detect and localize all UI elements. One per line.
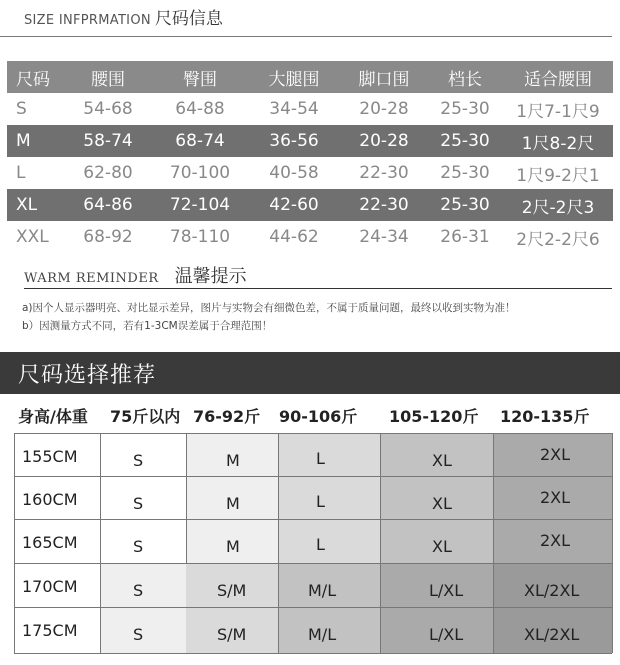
grid-line bbox=[14, 653, 612, 654]
fit-waist-cell: 1尺8-2尺 bbox=[503, 125, 613, 157]
height-label: 160CM bbox=[22, 490, 78, 509]
size-recommendation: XL/2XL bbox=[524, 581, 580, 600]
size-recommendation: M/L bbox=[308, 581, 337, 600]
size-recommendation: S/M bbox=[217, 625, 247, 644]
height-label: 175CM bbox=[22, 621, 78, 640]
size-recommendation: M bbox=[226, 537, 240, 556]
rise-cell: 25-30 bbox=[427, 157, 503, 189]
grid-cell-bg bbox=[278, 519, 380, 563]
warm-reminder-title-cn: 温馨提示 bbox=[174, 266, 247, 287]
waist-cell: 62-80 bbox=[63, 157, 153, 189]
size-recommendation: XL bbox=[432, 494, 452, 513]
header-rise: 档长 bbox=[427, 61, 503, 93]
reminder-note-b: b）因测量方式不同，若有1-3CM误差属于合理范围！ bbox=[22, 320, 273, 332]
thigh-cell: 36-56 bbox=[247, 125, 341, 157]
grid-line bbox=[14, 476, 612, 477]
waist-cell: 54-68 bbox=[63, 93, 153, 125]
size-recommendation: 2XL bbox=[540, 488, 571, 507]
reminder-note-a: a)因个人显示器明亮、对比显示差异，图片与实物会有细微色差，不属于质量问题，最终以收到实物为准！ bbox=[22, 302, 516, 314]
size-info-title-cn: 尺码信息 bbox=[154, 9, 223, 29]
warm-reminder-title-en: WARM REMINDER bbox=[24, 271, 159, 286]
grid-line bbox=[278, 433, 279, 653]
grid-line bbox=[14, 433, 612, 434]
grid-line bbox=[14, 519, 612, 520]
hip-cell: 72-104 bbox=[153, 189, 247, 221]
size-recommendation: S bbox=[133, 581, 144, 600]
rise-cell: 25-30 bbox=[427, 125, 503, 157]
thigh-cell: 40-58 bbox=[247, 157, 341, 189]
hip-cell: 68-74 bbox=[153, 125, 247, 157]
size-recommendation: M/L bbox=[308, 625, 337, 644]
size-cell: L bbox=[7, 157, 63, 189]
warm-reminder-title bbox=[24, 262, 247, 288]
grid-line bbox=[380, 433, 381, 653]
leg-opening-cell: 20-28 bbox=[341, 93, 427, 125]
leg-opening-cell: 24-34 bbox=[341, 221, 427, 253]
header-weight-4: 105-120斤 bbox=[389, 407, 479, 426]
fit-waist-cell: 1尺9-2尺1 bbox=[503, 157, 613, 189]
size-cell: M bbox=[7, 125, 63, 157]
title-divider bbox=[0, 36, 612, 37]
waist-cell: 64-86 bbox=[63, 189, 153, 221]
size-info-title bbox=[24, 4, 223, 28]
header-thigh: 大腿围 bbox=[247, 61, 341, 93]
header-weight-5: 120-135斤 bbox=[500, 407, 590, 426]
grid-line bbox=[14, 433, 15, 653]
header-weight-1: 75斤以内 bbox=[110, 407, 181, 426]
size-recommendation: L bbox=[316, 492, 325, 511]
grid-line bbox=[612, 433, 613, 653]
rise-cell: 25-30 bbox=[427, 93, 503, 125]
grid-line bbox=[14, 563, 612, 564]
reminder-divider bbox=[24, 288, 612, 289]
waist-cell: 68-92 bbox=[63, 221, 153, 253]
size-cell: S bbox=[7, 93, 63, 125]
waist-cell: 58-74 bbox=[63, 125, 153, 157]
size-recommendation: S bbox=[133, 625, 144, 644]
size-recommendation: S bbox=[133, 451, 144, 470]
size-table bbox=[7, 61, 613, 253]
size-recommendation: L/XL bbox=[429, 625, 464, 644]
height-label: 170CM bbox=[22, 577, 78, 596]
grid-line bbox=[14, 607, 612, 608]
size-recommendation: 2XL bbox=[540, 531, 571, 550]
thigh-cell: 34-54 bbox=[247, 93, 341, 125]
height-label: 155CM bbox=[22, 447, 78, 466]
recommend-title: 尺码选择推荐 bbox=[18, 363, 157, 388]
fit-waist-cell: 2尺-2尺3 bbox=[503, 189, 613, 221]
header-hip: 臀围 bbox=[153, 61, 247, 93]
size-recommendation: 2XL bbox=[540, 445, 571, 464]
size-recommendation: XL/2XL bbox=[524, 625, 580, 644]
size-recommendation: S/M bbox=[217, 581, 247, 600]
leg-opening-cell: 22-30 bbox=[341, 157, 427, 189]
recommend-banner bbox=[0, 352, 620, 394]
grid-line bbox=[186, 433, 187, 563]
thigh-cell: 42-60 bbox=[247, 189, 341, 221]
size-cell: XL bbox=[7, 189, 63, 221]
grid-line bbox=[493, 433, 494, 653]
thigh-cell: 44-62 bbox=[247, 221, 341, 253]
height-label: 165CM bbox=[22, 533, 78, 552]
size-recommendation: L bbox=[316, 449, 325, 468]
size-cell: XXL bbox=[7, 221, 63, 253]
grid-cell-bg bbox=[278, 476, 380, 519]
header-fit-waist: 适合腰围 bbox=[503, 61, 613, 93]
size-info-title-en: SIZE INFPRMATION bbox=[24, 13, 151, 28]
size-recommendation: M bbox=[226, 451, 240, 470]
hip-cell: 78-110 bbox=[153, 221, 247, 253]
header-size: 尺码 bbox=[7, 61, 63, 93]
header-leg-opening: 脚口围 bbox=[341, 61, 427, 93]
header-waist: 腰围 bbox=[63, 61, 153, 93]
grid-line bbox=[100, 433, 101, 653]
header-height-weight: 身高/体重 bbox=[18, 407, 88, 426]
table-row bbox=[7, 125, 613, 157]
size-table-header bbox=[7, 61, 613, 93]
rise-cell: 25-30 bbox=[427, 189, 503, 221]
table-row bbox=[7, 189, 613, 221]
table-row bbox=[7, 93, 613, 125]
table-row bbox=[7, 221, 613, 253]
size-recommendation: XL bbox=[432, 451, 452, 470]
header-weight-2: 76-92斤 bbox=[193, 407, 261, 426]
hip-cell: 64-88 bbox=[153, 93, 247, 125]
fit-waist-cell: 2尺2-2尺6 bbox=[503, 221, 613, 253]
size-recommendation: L/XL bbox=[429, 581, 464, 600]
recommend-header bbox=[0, 404, 620, 432]
fit-waist-cell: 1尺7-1尺9 bbox=[503, 93, 613, 125]
leg-opening-cell: 20-28 bbox=[341, 125, 427, 157]
size-recommendation: L bbox=[316, 535, 325, 554]
leg-opening-cell: 22-30 bbox=[341, 189, 427, 221]
rise-cell: 26-31 bbox=[427, 221, 503, 253]
header-weight-3: 90-106斤 bbox=[279, 407, 358, 426]
size-recommendation: XL bbox=[432, 537, 452, 556]
size-recommendation: M bbox=[226, 494, 240, 513]
table-row bbox=[7, 157, 613, 189]
size-recommendation: S bbox=[133, 537, 144, 556]
grid-cell-bg bbox=[278, 433, 380, 476]
size-recommendation: S bbox=[133, 494, 144, 513]
hip-cell: 70-100 bbox=[153, 157, 247, 189]
